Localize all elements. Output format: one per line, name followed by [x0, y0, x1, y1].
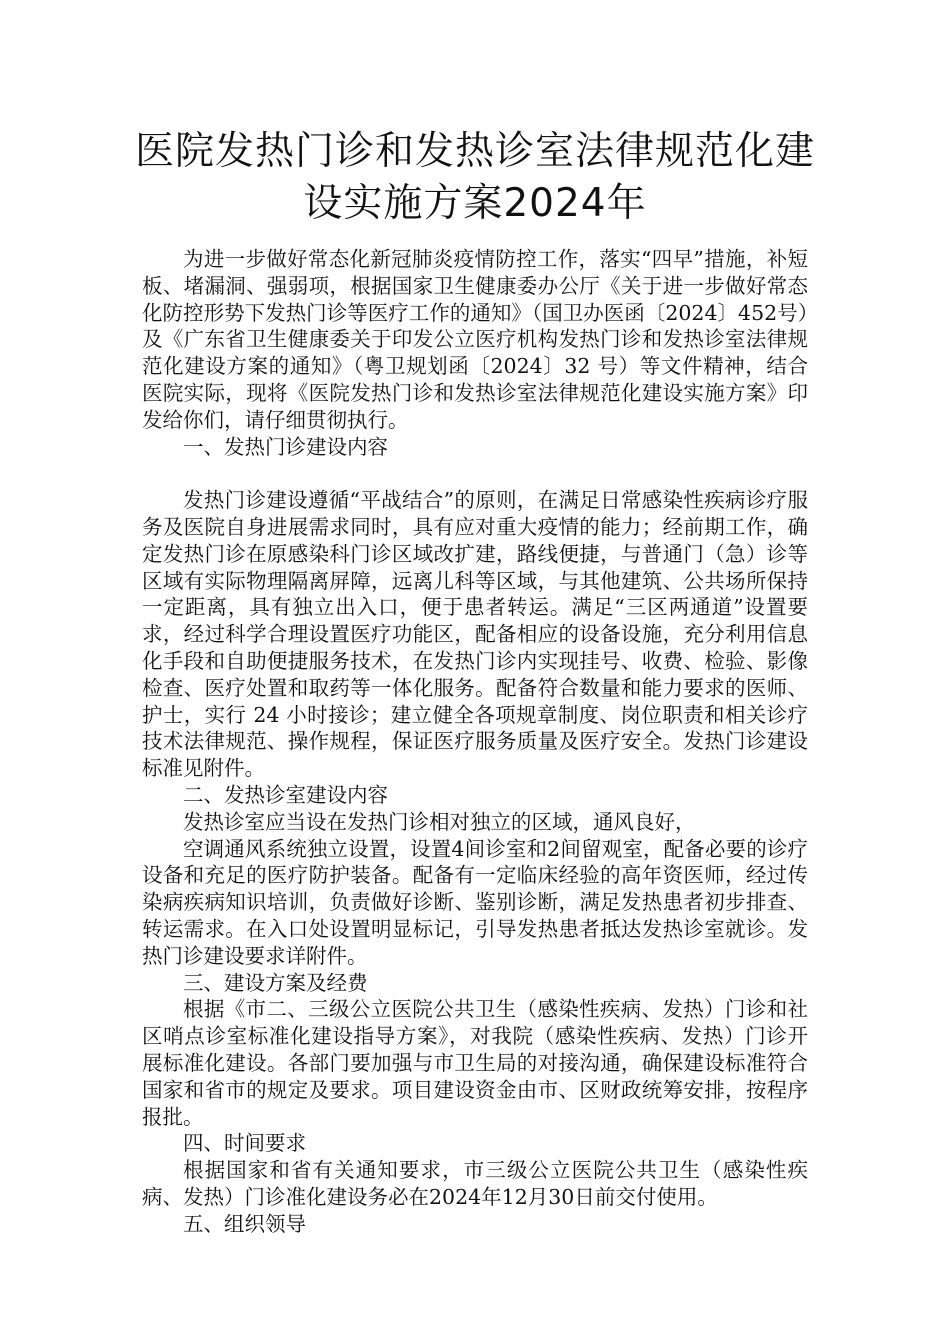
title-line-2: 设实施方案2024年	[303, 181, 647, 226]
section-2-paragraph: 空调通风系统独立设置，设置4间诊室和2间留观室，配备必要的诊疗设备和充足的医疗防护装备。配备有一定临床经验的高年资医师，经过传染病疾病知识培训，负责做好诊断、鉴别诊断，满足发热患者初步排查、转运需求。在入口处设置明显标记，引导发热患者抵达发热诊室就诊。发热门诊建设要求详附件。	[142, 836, 808, 968]
document-body	[142, 246, 808, 1237]
intro-paragraph: 为进一步做好常态化新冠肺炎疫情防控工作，落实“四早”措施，补短板、堵漏洞、强弱项，根据国家卫生健康委办公厅《关于进一步做好常态化防控形势下发热门诊等医疗工作的通知》（国卫办医函〔2024〕452号）及《广东省卫生健康委关于印发公立医疗机构发热门诊和发热诊室法律规范化建设方案的通知》（粤卫规划函〔2024〕32 号）等文件精神，结合医院实际，现将《医院发热门诊和发热诊室法律规范化建设实施方案》印发给你们，请仔细贯彻执行。	[142, 247, 808, 432]
document-title	[120, 126, 830, 230]
section-5-heading: 五、组织领导	[183, 1211, 306, 1236]
section-3-heading: 三、建设方案及经费	[183, 970, 368, 995]
section-1-heading: 一、发热门诊建设内容	[183, 434, 388, 459]
section-4-heading: 四、时间要求	[183, 1131, 306, 1156]
section-1-paragraph: 发热门诊建设遵循“平战结合”的原则，在满足日常感染性疾病诊疗服务及医院自身进展需求同时，具有应对重大疫情的能力；经前期工作，确定发热门诊在原感染科门诊区域改扩建，路线便捷，与普通门（急）诊等区域有实际物理隔离屏障，远离儿科等区域，与其他建筑、公共场所保持一定距离，具有独立出入口，便于患者转运。满足“三区两通道”设置要求，经过科学合理设置医疗功能区，配备相应的设备设施，充分利用信息化手段和自助便捷服务技术，在发热门诊内实现挂号、收费、检验、影像检查、医疗处置和取药等一体化服务。配备符合数量和能力要求的医师、护士，实行 24 小时接诊；建立健全各项规章制度、岗位职责和相关诊疗技术法律规范、操作规程，保证医疗服务质量及医疗安全。发热门诊建设标准见附件。	[142, 488, 808, 781]
section-3-paragraph: 根据《市二、三级公立医院公共卫生（感染性疾病、发热）门诊和社区哨点诊室标准化建设指导方案》，对我院（感染性疾病、发热）门诊开展标准化建设。各部门要加强与市卫生局的对接沟通，确保建设标准符合国家和省市的规定及要求。项目建设资金由市、区财政统筹安排，按程序报批。	[142, 997, 808, 1129]
title-line-1: 医院发热门诊和发热诊室法律规范化建	[134, 129, 815, 174]
section-2-line: 发热诊室应当设在发热门诊相对独立的区域，通风良好，	[183, 809, 696, 834]
blank-line	[142, 460, 808, 487]
section-4-paragraph: 根据国家和省有关通知要求，市三级公立医院公共卫生（感染性疾病、发热）门诊准化建设务必在2024年12月30日前交付使用。	[142, 1158, 808, 1209]
section-2-heading: 二、发热诊室建设内容	[183, 782, 388, 807]
